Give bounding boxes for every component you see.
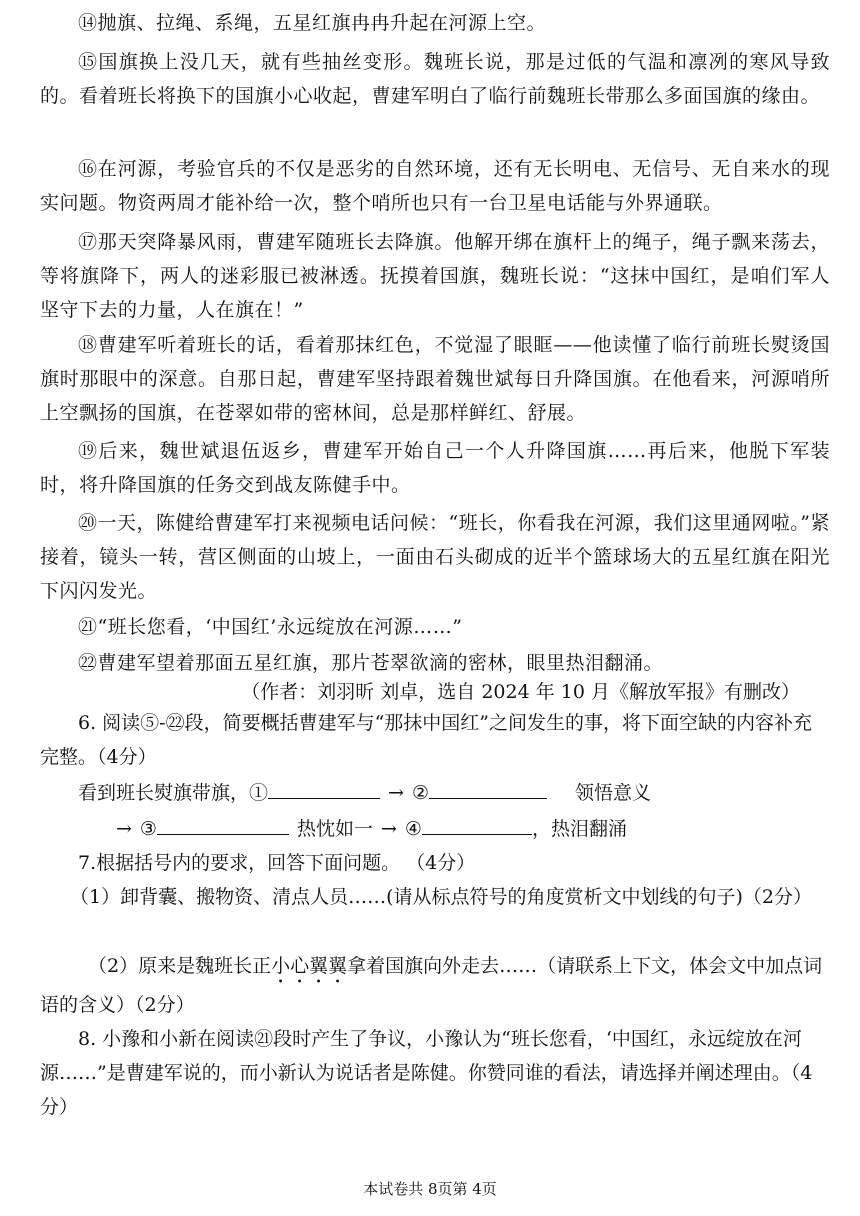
question-7-sub-1: （1）卸背囊、搬物资、清点人员……(请从标点符号的角度赏析文中划线的句子)（2分） xyxy=(70,886,813,908)
answer-blank-2[interactable] xyxy=(429,776,547,799)
paragraph-21: ㉑“班长您看，‘中国红’永远绽放在河源……” xyxy=(78,616,463,638)
fill-line-1-start: 看到班长熨旗带旗，① xyxy=(78,782,269,804)
question-6-fill-line-1 xyxy=(78,776,651,810)
fill-line-2-end: ，热泪翻涌 xyxy=(531,818,627,840)
question-6-fill-line-2 xyxy=(116,812,627,846)
circle-4: ④ xyxy=(404,818,422,840)
sub-2-suffix: 拿着国旗向外走去……（请联系上下文，体会文中加点词语的含义）（2分） xyxy=(40,955,823,1016)
question-7-sub-2 xyxy=(40,949,830,1022)
paragraph-20: ⑳一天，陈健给曹建军打来视频电话问候：“班长，你看我在河源，我们这里通网啦。”紧接着，镜头一转，营区侧面的山坡上，一面由石头砌成的近半个篮球场大的五星红旗在阳光下闪闪发光。 xyxy=(40,512,830,602)
paragraph-18: ⑱曹建军听着班长的话，看着那抹红色，不觉湿了眼眶——他读懂了临行前班长熨烫国旗时那眼中的深意。自那日起，曹建军坚持跟着魏世斌每日升降国旗。在他看来，河源哨所上空飘扬的国旗，在苍翠如带的密林间，总是那样鲜红、舒展。 xyxy=(40,334,830,424)
arrow-icon: → xyxy=(380,818,397,840)
paragraph-17: ⑰那天突降暴风雨，曹建军随班长去降旗。他解开绑在旗杆上的绳子，绳子飘来荡去，等将旗降下，两人的迷彩服已被淋透。抚摸着国旗，魏班长说：“这抹中国红，是咱们军人坚守下去的力量，人在旗在！” xyxy=(40,231,830,321)
answer-blank-3[interactable] xyxy=(157,812,289,835)
fill-line-2-mid: 热忱如一 xyxy=(296,818,373,840)
question-6-stem: 6. 阅读⑤-㉒段，简要概括曹建军与“那抹中国红”之间发生的事，将下面空缺的内容补充完整。（4分） xyxy=(40,712,813,768)
paragraph-16: ⑯在河源，考验官兵的不仅是恶劣的自然环境，还有无长明电、无信号、无自来水的现实问题。物资两周才能补给一次，整个哨所也只有一台卫星电话能与外界通联。 xyxy=(40,158,830,214)
answer-blank-1[interactable] xyxy=(268,776,380,799)
article-source: （作者：刘羽昕 刘卓，选自 2024 年 10 月《解放军报》有删改） xyxy=(241,681,800,703)
sub-2-prefix: （2）原来是魏班长正 xyxy=(88,955,272,977)
page-footer: 本试卷共 8页第 4页 xyxy=(363,1180,497,1198)
fill-line-1-end: 领悟意义 xyxy=(574,782,651,804)
circle-2: ② xyxy=(411,782,429,804)
arrow-icon: → xyxy=(116,818,132,840)
paragraph-22: ㉒曹建军望着那面五星红旗，那片苍翠欲滴的密林，眼里热泪翻涌。 xyxy=(78,652,664,674)
paragraph-14: ⑭抛旗、拉绳、系绳，五星红旗冉冉升起在河源上空。 xyxy=(78,12,547,34)
answer-blank-4[interactable] xyxy=(422,812,532,835)
circle-3: ③ xyxy=(139,818,157,840)
question-7-stem: 7.根据括号内的要求，回答下面问题。 （4分） xyxy=(78,852,476,874)
arrow-icon: → xyxy=(388,782,404,804)
dotted-word: 小心翼翼 xyxy=(271,955,348,977)
paragraph-15: ⑮国旗换上没几天，就有些抽丝变形。魏班长说，那是过低的气温和凛冽的寒风导致的。看着班长将换下的国旗小心收起，曹建军明白了临行前魏班长带那么多面国旗的缘由。 xyxy=(40,51,830,107)
paragraph-19: ⑲后来，魏世斌退伍返乡，曹建军开始自己一个人升降国旗……再后来，他脱下军装时，将升降国旗的任务交到战友陈健手中。 xyxy=(40,440,830,496)
question-8-stem: 8. 小豫和小新在阅读㉑段时产生了争议，小豫认为“班长您看，‘中国红，永远绽放在河源……”是曹建军说的，而小新认为说话者是陈健。你赞同谁的看法，请选择并阐述理由。（4分） xyxy=(40,1028,813,1118)
